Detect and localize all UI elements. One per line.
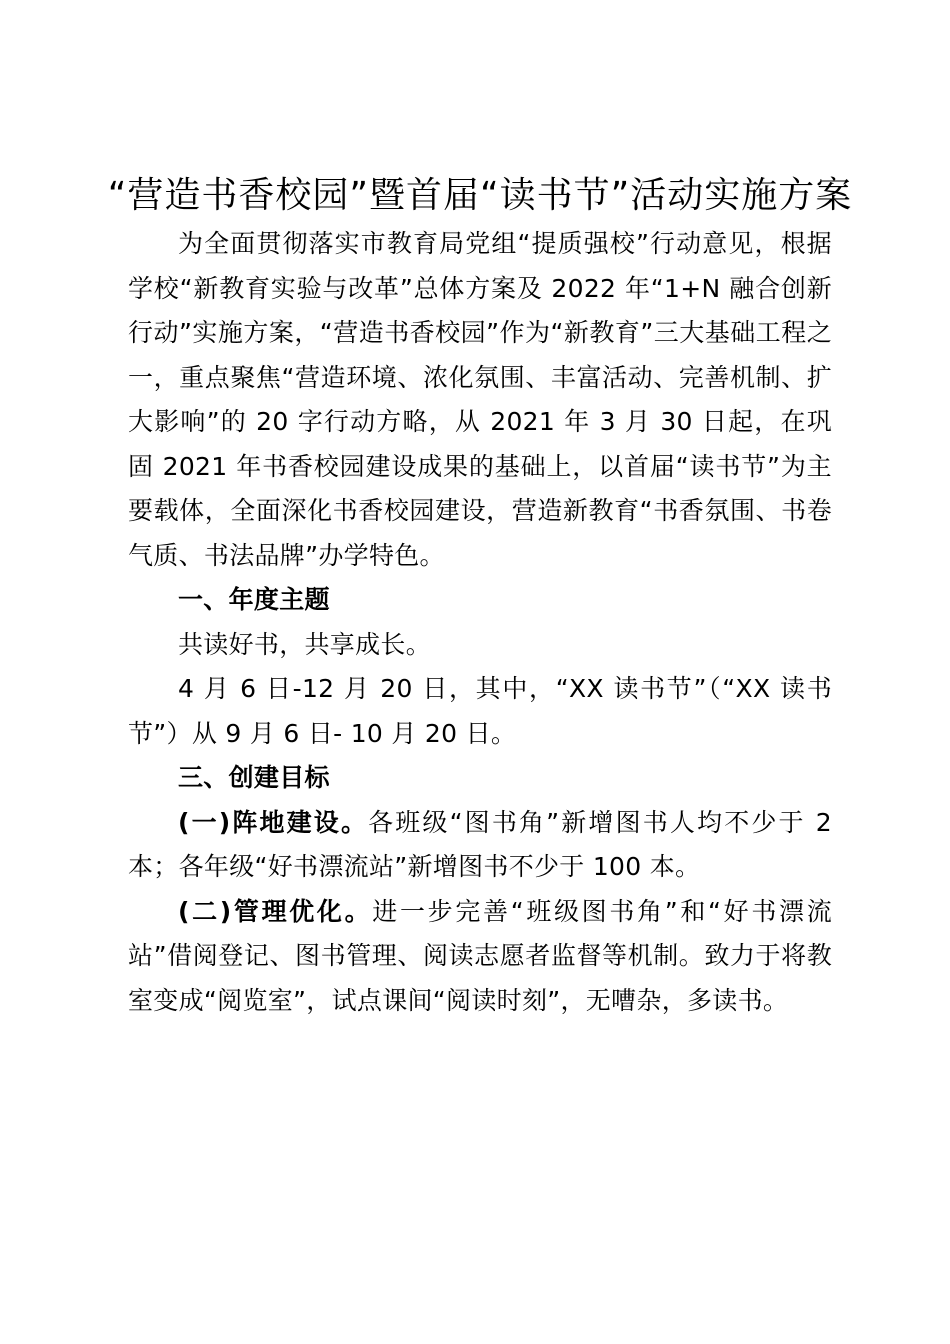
goal-item-2-label: (二)管理优化。	[178, 896, 373, 926]
section-heading-theme: 一、年度主题	[178, 585, 330, 614]
goal-item-2-text: 进一步完善“班级图书角”和“好书漂流站”借阅登记、图书管理、阅读志愿者监督等机制。致力于将教室变成“阅览室”，试点课间“阅读时刻”，无嘈杂，多读书。	[128, 896, 832, 1015]
goal-item-1	[128, 801, 832, 890]
theme-paragraph: 共读好书，共享成长。	[178, 629, 432, 659]
goal-item-2	[128, 890, 832, 1024]
goal-item-1-text: 各班级“图书角”新增图书人均不少于 2 本；各年级“好书漂流站”新增图书不少于 100 本。	[128, 807, 832, 881]
document-title: “营造书香校园”暨首届“读书节”活动实施方案	[107, 175, 853, 216]
document-page	[107, 170, 853, 1023]
section-heading-goals: 三、创建目标	[178, 763, 330, 792]
goal-item-1-label: (一)阵地建设。	[178, 807, 369, 837]
schedule-paragraph: 4 月 6 日-12 月 20 日，其中，“XX 读书节”（“XX 读书节”）从 9 月 6 日- 10 月 20 日。	[128, 674, 832, 748]
intro-paragraph: 为全面贯彻落实市教育局党组“提质强校”行动意见，根据学校“新教育实验与改革”总体方案及 2022 年“1+N 融合创新行动”实施方案，“营造书香校园”作为“新教育”三大基础工程之一，重点聚焦“营造环境、浓化氛围、丰富活动、完善机制、扩大影响”的 20 字行动方略，从 2021 年 3 月 30 日起，在巩固 2021 年书香校园建设成果的基础上，以首届“读书节”为主要载体，全面深化书香校园建设，营造新教育“书香氛围、书卷气质、书法品牌”办学特色。	[128, 229, 832, 570]
